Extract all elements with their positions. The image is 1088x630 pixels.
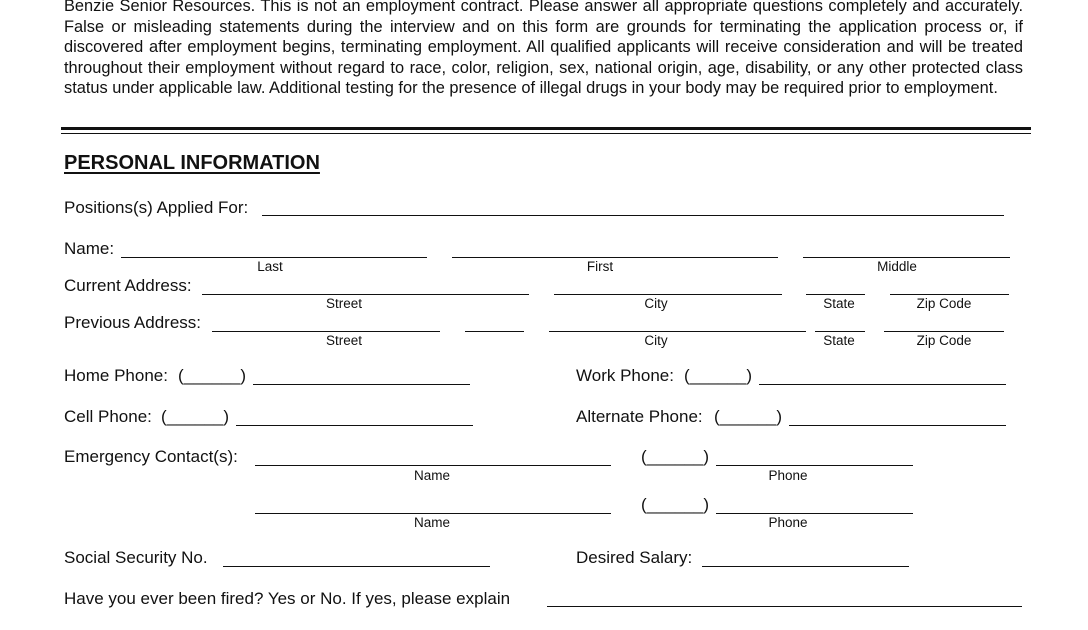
emergency-phone-field-2[interactable] [716,513,913,514]
current-street-field[interactable] [202,294,529,295]
positions-field[interactable] [262,215,1004,216]
desired-salary-field[interactable] [702,566,909,567]
previous-street-field[interactable] [212,331,440,332]
current-zip-field[interactable] [890,294,1009,295]
emergency-phone-field-1[interactable] [716,465,913,466]
previous-state-field[interactable] [815,331,865,332]
previous-city-field[interactable] [549,331,806,332]
first-name-field[interactable] [452,257,778,258]
alternate-phone-label: Alternate Phone: [576,407,703,426]
section-divider-bottom [61,133,1031,134]
current-city-caption: City [644,296,668,311]
emergency-name-field-1[interactable] [255,465,611,466]
home-phone-area-code[interactable]: (______) [178,366,247,385]
fired-explanation-field[interactable] [547,606,1022,607]
previous-street-caption: Street [325,333,363,348]
positions-label: Positions(s) Applied For: [64,198,249,217]
cell-phone-area-code[interactable]: (______) [161,407,230,426]
middle-caption: Middle [877,259,917,274]
previous-state-caption: State [823,333,855,348]
home-phone-field[interactable] [253,384,470,385]
home-phone-label: Home Phone: [64,366,168,385]
alternate-phone-field[interactable] [789,425,1006,426]
current-zip-caption: Zip Code [916,296,972,311]
current-city-field[interactable] [554,294,782,295]
work-phone-label: Work Phone: [576,366,674,385]
fired-question-label: Have you ever been fired? Yes or No. If yes, please explain [64,589,511,608]
section-divider-top [61,127,1031,130]
intro-paragraph: Benzie Senior Resources. This is not an employment contract. Please answer all appropriate questions completely and accurately. False or misleading statements during the interview and on this form are grounds for terminating the application process or, if discovered after employment begins, terminating employment. All qualified applicants will receive consideration and will be treated throughout their employment without regard to race, color, religion, sex, national origin, age, disability, or any other protected class status under applicable law. Additional testing for the presence of illegal drugs in your body may be required prior to employment. [64,0,1023,98]
emergency-contact-label: Emergency Contact(s): [64,447,238,466]
previous-city-caption: City [644,333,668,348]
last-name-field[interactable] [121,257,427,258]
emergency-area-code-1[interactable]: (______) [641,447,710,466]
emergency-name-caption-1: Name [413,468,451,483]
previous-zip-caption: Zip Code [916,333,972,348]
work-phone-area-code[interactable]: (______) [684,366,753,385]
current-state-caption: State [823,296,855,311]
name-label: Name: [64,239,115,258]
middle-name-field[interactable] [803,257,1010,258]
emergency-phone-caption-2: Phone [768,515,808,530]
emergency-name-field-2[interactable] [255,513,611,514]
ssn-label: Social Security No. [64,548,208,567]
alternate-phone-area-code[interactable]: (______) [714,407,783,426]
last-caption: Last [257,259,283,274]
cell-phone-field[interactable] [236,425,473,426]
emergency-name-caption-2: Name [413,515,451,530]
previous-address-label: Previous Address: [64,313,202,332]
desired-salary-label: Desired Salary: [576,548,693,567]
first-caption: First [586,259,614,274]
current-street-caption: Street [325,296,363,311]
work-phone-field[interactable] [759,384,1006,385]
cell-phone-label: Cell Phone: [64,407,152,426]
emergency-area-code-2[interactable]: (______) [641,495,710,514]
previous-zip-field[interactable] [884,331,1004,332]
section-title: PERSONAL INFORMATION [64,152,320,174]
ssn-field[interactable] [223,566,490,567]
previous-unit-field[interactable] [465,331,524,332]
current-state-field[interactable] [806,294,865,295]
emergency-phone-caption-1: Phone [768,468,808,483]
current-address-label: Current Address: [64,276,192,295]
